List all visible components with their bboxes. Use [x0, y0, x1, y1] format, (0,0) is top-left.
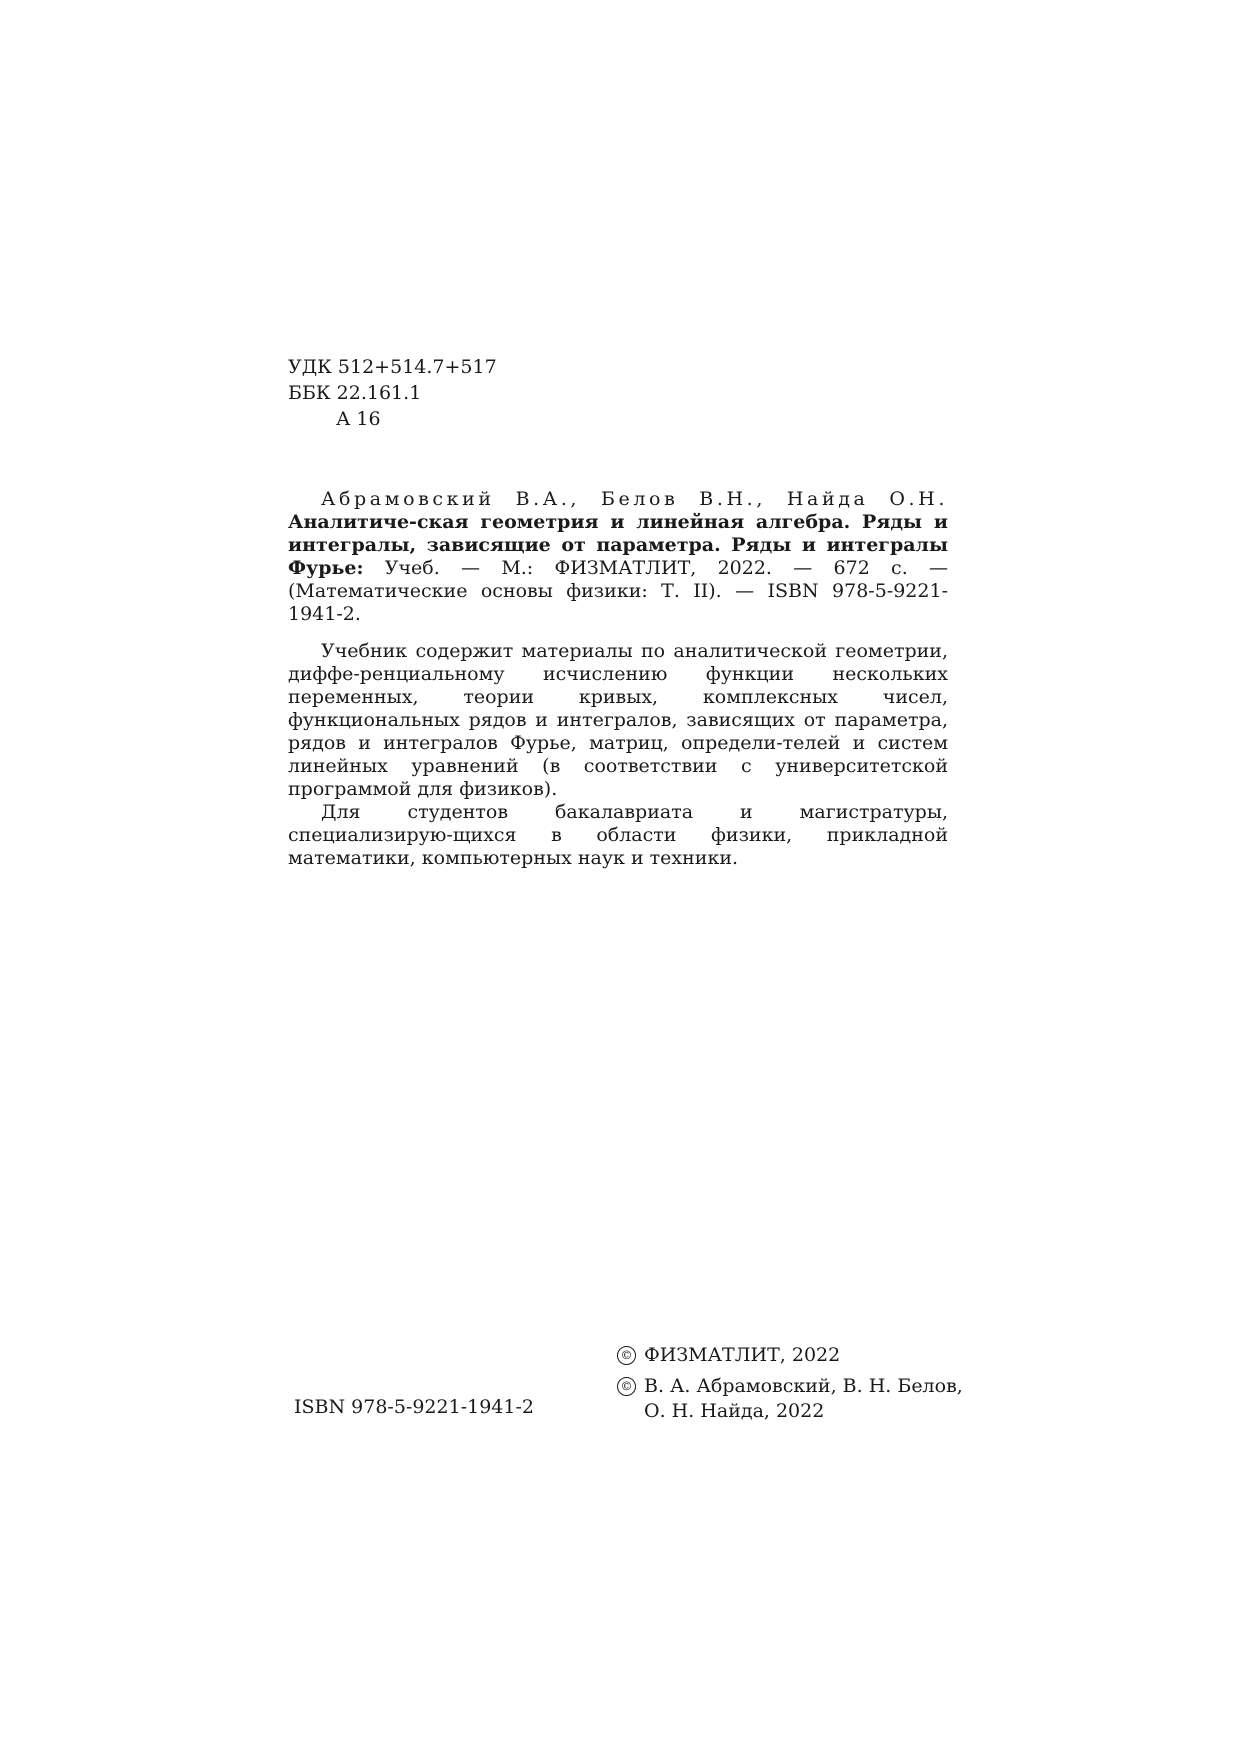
- bbk-code: ББК 22.161.1: [288, 382, 422, 404]
- copyright-line: В. А. Абрамовский, В. Н. Белов,: [644, 1375, 963, 1397]
- copyright-icon: ©: [617, 1346, 636, 1365]
- classification-codes: [288, 354, 497, 432]
- title-line: Аналитиче-: [288, 511, 417, 533]
- copyright-line: О. Н. Найда, 2022: [644, 1400, 825, 1422]
- annotation-paragraph: Для студентов бакалавриата и магистратуры, специализирую-щихся в области физики, прикладной математики, компьютерных наук и техники.: [288, 801, 948, 869]
- title-line: от параметра. Ряды и интегралы Фурье:: [288, 534, 948, 579]
- copyright-line: ФИЗМАТЛИТ, 2022: [644, 1344, 841, 1366]
- copyright-entry: [617, 1374, 963, 1424]
- title-line: ская геометрия и линейная алгебра. Ряды и интегралы, зависящие: [288, 511, 948, 556]
- udk-code: УДК 512+514.7+517: [288, 356, 497, 378]
- copyright-notices: [617, 1343, 963, 1430]
- publication-info: Учеб. — М.: ФИЗМАТЛИТ, 2022. — 672 с. — (Математические основы физики: Т. II). — ISBN 978-5-9221-1941-2.: [288, 557, 948, 625]
- annotation-paragraph: Учебник содержит материалы по аналитической геометрии, диффе-ренциальному исчислению функции нескольких переменных, теории кривых, комплексных чисел, функциональных рядов и интегралов, зависящих от параметра, рядов и интегралов Фурье, матриц, определи-телей и систем линейных уравнений (в соответствии с университетской программой для физиков).: [288, 640, 948, 800]
- authors: Абрамовский В.А., Белов В.Н., Найда О.Н.: [321, 488, 948, 510]
- main-text: [288, 488, 948, 870]
- copyright-icon: ©: [617, 1377, 636, 1396]
- isbn-number: ISBN 978-5-9221-1941-2: [294, 1396, 534, 1418]
- copyright-entry: [617, 1343, 963, 1368]
- bibliographic-record: [288, 488, 948, 626]
- author-mark: А 16: [336, 408, 381, 430]
